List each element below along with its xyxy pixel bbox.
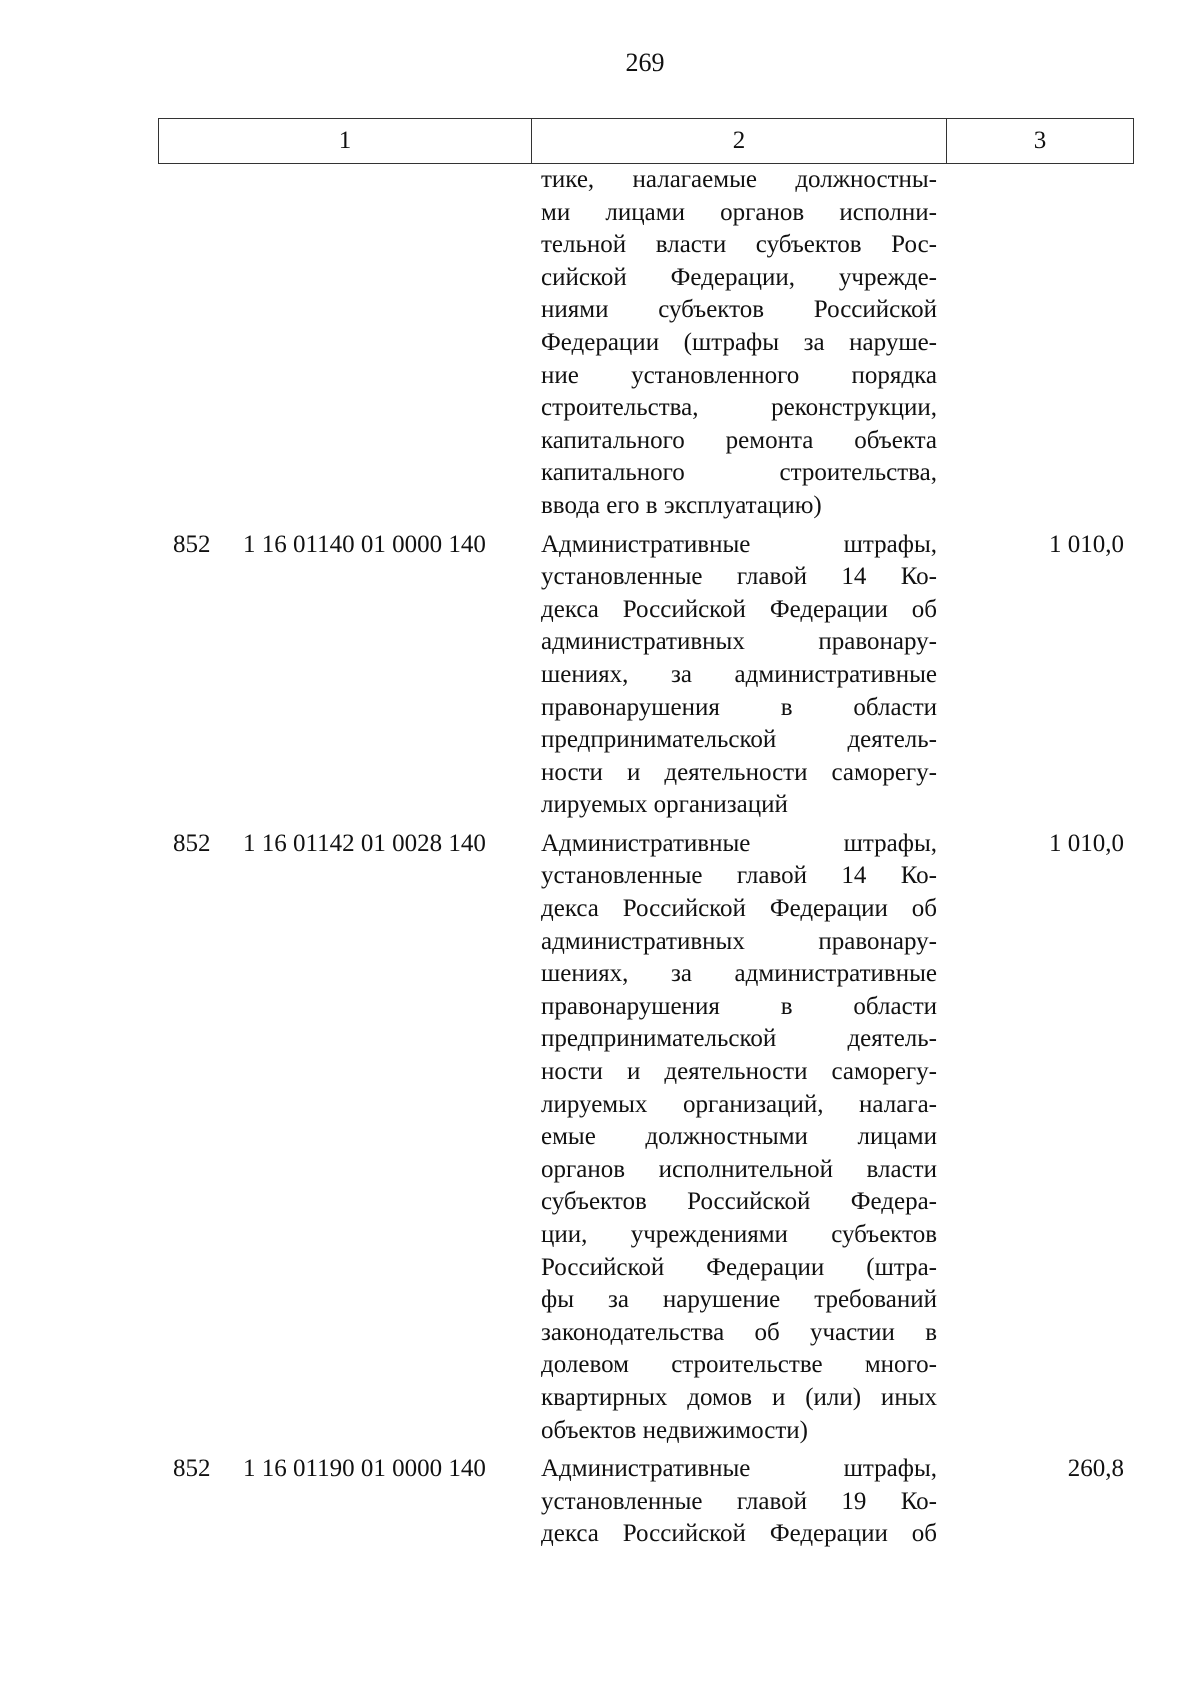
description-line: объектов недвижимости) xyxy=(541,1416,808,1444)
row-description xyxy=(541,828,937,1447)
admin-code: 852 xyxy=(173,829,211,857)
table-row-continuation xyxy=(158,164,1134,523)
description-line: долевом строительстве много- xyxy=(541,1351,937,1379)
admin-code: 852 xyxy=(173,530,211,558)
description-line: Федерации (штрафы за наруше- xyxy=(541,328,937,356)
table-row xyxy=(158,828,1134,1447)
description-line: Российской Федерации (штра- xyxy=(541,1253,937,1281)
description-line: Административные штрафы, xyxy=(541,829,937,857)
description-line: предпринимательской деятель- xyxy=(541,1025,937,1053)
description-line: шениях, за административные xyxy=(541,960,937,988)
description-line: лируемых организаций, налага- xyxy=(541,1090,937,1118)
row-description xyxy=(541,164,937,523)
description-line: органов исполнительной власти xyxy=(541,1155,937,1183)
description-line: установленные главой 14 Ко- xyxy=(541,862,937,890)
table-row xyxy=(158,529,1134,822)
budget-classification-code: 1 16 01190 01 0000 140 xyxy=(243,1455,486,1483)
description-line: капитального ремонта объекта xyxy=(541,426,937,454)
description-line: строительства, реконструкции, xyxy=(541,394,937,422)
description-line: ниями субъектов Российской xyxy=(541,296,937,324)
budget-classification-code: 1 16 01142 01 0028 140 xyxy=(243,829,486,857)
description-line: капитального строительства, xyxy=(541,459,937,487)
description-line: ми лицами органов исполни- xyxy=(541,198,937,226)
column-header-2: 2 xyxy=(532,119,947,163)
description-line: ности и деятельности саморегу- xyxy=(541,1058,937,1086)
description-line: декса Российской Федерации об xyxy=(541,895,937,923)
page-number: 269 xyxy=(625,48,665,77)
description-line: тельной власти субъектов Рос- xyxy=(541,231,937,259)
description-line: тике, налагаемые должностны- xyxy=(541,166,937,193)
description-line: субъектов Российской Федера- xyxy=(541,1188,937,1216)
description-line: установленные главой 19 Ко- xyxy=(541,1487,937,1515)
description-line: квартирных домов и (или) иных xyxy=(541,1383,937,1411)
description-line: фы за нарушение требований xyxy=(541,1286,937,1314)
description-line: ности и деятельности саморегу- xyxy=(541,758,937,786)
description-line: административных правонару- xyxy=(541,628,937,656)
admin-code: 852 xyxy=(173,1455,211,1483)
description-line: лируемых организаций xyxy=(541,791,788,819)
description-line: правонарушения в области xyxy=(541,992,937,1020)
description-line: предпринимательской деятель- xyxy=(541,726,937,754)
description-line: законодательства об участии в xyxy=(541,1318,937,1346)
description-line: административных правонару- xyxy=(541,927,937,955)
table-row xyxy=(158,1453,1134,1551)
row-amount: 1 010,0 xyxy=(1049,829,1124,857)
description-line: сийской Федерации, учрежде- xyxy=(541,263,937,291)
description-line: Административные штрафы, xyxy=(541,530,937,558)
description-line: правонарушения в области xyxy=(541,693,937,721)
description-line: установленные главой 14 Ко- xyxy=(541,563,937,591)
description-line: ции, учреждениями субъектов xyxy=(541,1221,937,1248)
description-line: ние установленного порядка xyxy=(541,361,937,389)
description-line: декса Российской Федерации об xyxy=(541,1520,937,1548)
description-line: шениях, за административные xyxy=(541,660,937,688)
row-description xyxy=(541,1453,937,1551)
row-amount: 1 010,0 xyxy=(1049,530,1124,558)
column-header-1: 1 xyxy=(159,119,532,163)
description-line: Административные штрафы, xyxy=(541,1455,937,1483)
row-amount: 260,8 xyxy=(1067,1455,1124,1483)
description-line: ввода его в эксплуатацию) xyxy=(541,491,822,519)
description-line: декса Российской Федерации об xyxy=(541,595,937,623)
column-header-3: 3 xyxy=(1033,127,1047,154)
table-header xyxy=(158,118,1134,164)
budget-classification-code: 1 16 01140 01 0000 140 xyxy=(243,530,486,558)
row-description xyxy=(541,529,937,822)
table-body xyxy=(158,164,1134,1551)
description-line: емые должностными лицами xyxy=(541,1123,937,1151)
